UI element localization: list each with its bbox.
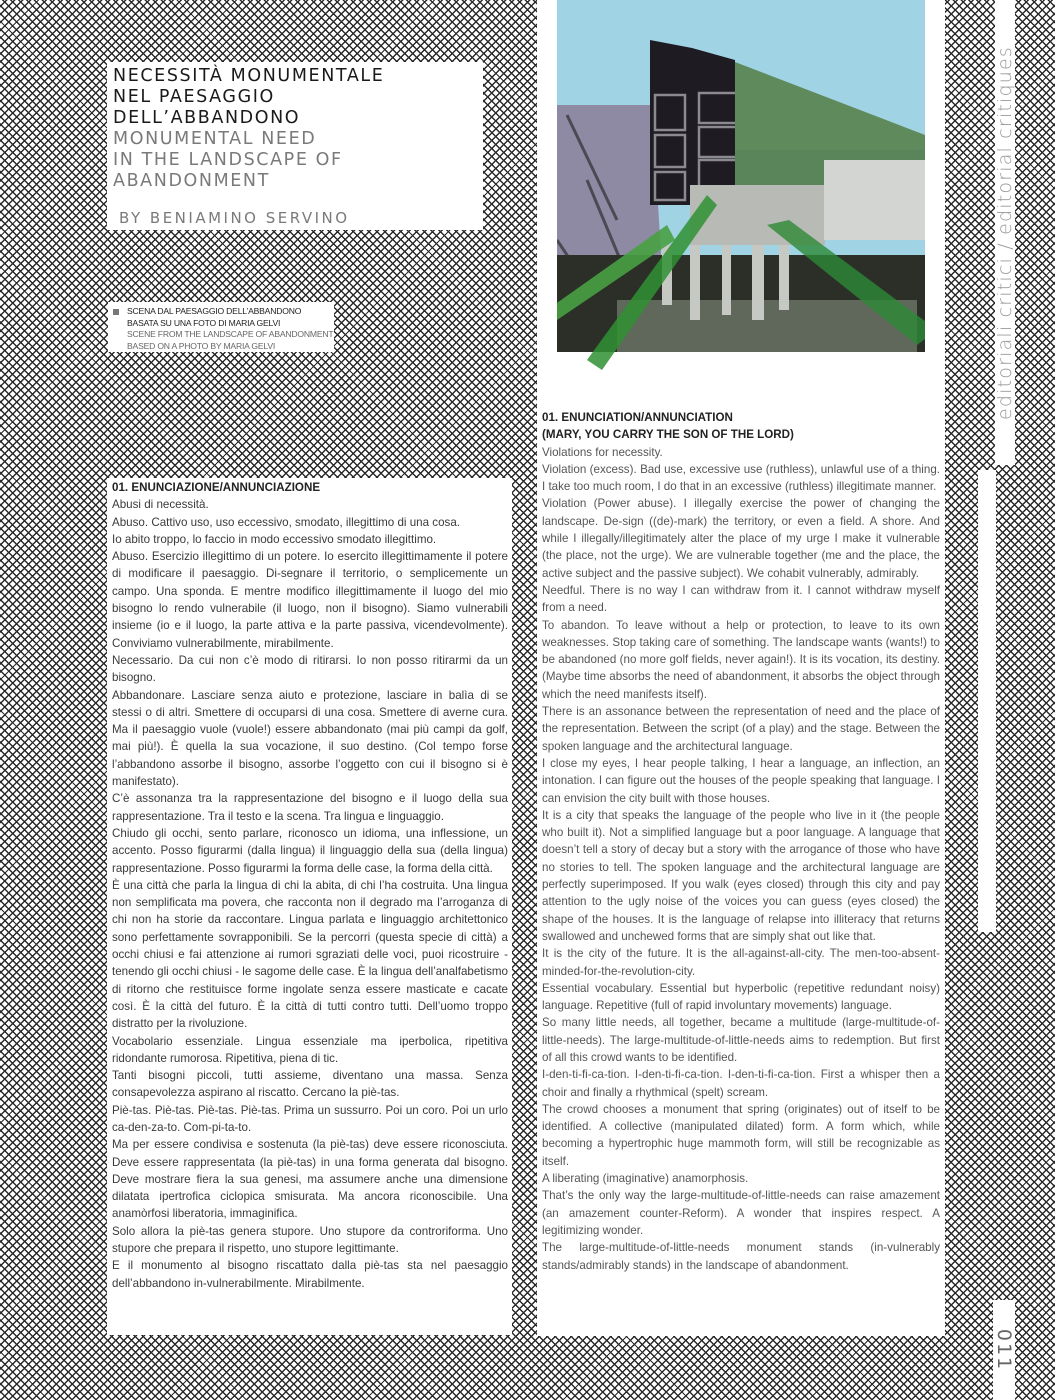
english-paragraph: The large-multitude-of-little-needs monument stands (in-vulnerably stands/admirably stands) in the landscape of abandonment. — [542, 1241, 940, 1272]
italian-paragraph: E il monumento al bisogno riscattato dalla piè-tas sta nel paesaggio dell’abbandono in-vulnerabilmente. Mirabilmente. — [112, 1259, 508, 1290]
italian-paragraph: Abuso. Esercizio illegittimo di un potere. Io esercito illegittimamente il potere di modificare il paesaggio. Di-segnare il territorio, o semplicemente un campo. Una sponda. E mentre modifico illegittimamente il luogo del mio bisogno lo rendo vulnerabile (il luogo, non il bisogno). Siamo vulnerabili insieme (io e il luogo, la parte attiva e la parte passiva, vicendevolmente). Conviviamo vulnerabilmente, mirabilmente. — [112, 550, 508, 650]
english-paragraph: So many little needs, all together, became a multitude (large-multitude-of-little-needs). The large-multitude-of-little-needs aims to redemption. But first of all this crowd wants to be identified. — [542, 1016, 940, 1064]
italian-paragraph: Io abito troppo, lo faccio in modo eccessivo smodato illegittimo. — [112, 532, 437, 546]
byline: BY BENIAMINO SERVINO — [119, 209, 350, 227]
italian-body — [112, 479, 508, 1292]
english-paragraph: Violations for necessity. — [542, 445, 663, 459]
english-paragraph: That’s the only way the large-multitude-of-little-needs can raise amazement (an amazement counter-Reform). A wonder that inspires respect. A legitimizing wonder. — [542, 1189, 940, 1237]
italian-paragraph: Chiudo gli occhi, sento parlare, riconosco un idioma, una inflessione, un accento. Posso figurarmi (dalla lingua) il linguaggio della sua (della lingua) rappresentazione. Posso figurarmi la forma delle case, la forma della città. — [112, 826, 508, 875]
english-paragraph: The crowd chooses a monument that spring (originates) out of itself to be identified. A collective (manipulated dilated) form. A form which, while becoming a hypertrophic huge mammoth form, will still be recognizable as itself. — [542, 1102, 940, 1168]
italian-paragraph: È una città che parla la lingua di chi la abita, di chi l’ha costruita. Una lingua non semplificata ma povera, che racconta non il degrado ma l’arroganza di chi non ha storie da raccontare. Lingua parlata e linguaggio architettonico sono perfettamente sovrapponibili. Se la percorri (questa specie di città) a occhi chiusi e fai attenzione ai rumori sgraziati delle voci, puoi ricostruire - tenendo gli occhi chiusi - le sagome delle case. È la lingua dell’analfabetismo di ritorno che restituisce forme ingolate senza essere masticate e cacate così. È la città del futuro. È la città di tutti contro tutti. Dell’uomo troppo distratto per la rivoluzione. — [112, 878, 508, 1031]
english-paragraph: I-den-ti-fi-ca-tion. I-den-ti-fi-ca-tion. I-den-ti-fi-ca-tion. First a whisper then a choir and finally a rhythmical (spelt) scream. — [542, 1068, 940, 1099]
title-italian-2: NEL PAESAGGIO — [113, 87, 275, 107]
italian-paragraph: Vocabolario essenziale. Lingua essenziale ma iperbolica, ripetitiva ridondante rumorosa. Ripetitiva, piena di tic. — [112, 1034, 508, 1065]
title-italian-3: DELL’ABBANDONO — [113, 108, 301, 128]
english-paragraph: A liberating (imaginative) anamorphosis. — [542, 1172, 749, 1186]
italian-paragraph: Abbandonare. Lasciare senza aiuto e protezione, lasciare in balìa di se stessi o di altri. Smettere di occuparsi di una cosa. Smettere di averne cura. Ma il paesaggio vuole (vuole!) essere abbandonato (mai più campi da golf, mai più!). È quella la sua vocazione, il suo destino. (Col tempo forse l’abbandono assorbe il bisogno, assorbe l’oggetto con cui il bisogno si è manifestato). — [112, 688, 508, 789]
caption-english-2: BASED ON A PHOTO BY MARIA GELVI — [127, 340, 276, 351]
english-paragraph: I close my eyes, I hear people talking, I hear a language, an inflection, an intonation. I can figure out the houses of the people speaking that language. I can envision the city built with those houses. — [542, 756, 940, 805]
caption-english-1: SCENE FROM THE LANDSCAPE OF ABANDONMENT — [127, 329, 334, 339]
italian-paragraph: Piè-tas. Piè-tas. Piè-tas. Piè-tas. Prima un sussurro. Poi un coro. Poi un urlo ca-den-za-to. Com-pi-ta-to. — [112, 1103, 508, 1134]
collage-photo — [557, 0, 925, 370]
italian-paragraph: Solo allora la piè-tas genera stupore. Uno stupore da controriforma. Uno stupore che prepara il rispetto, uno stupore legittimante. — [112, 1224, 508, 1256]
italian-paragraph: Tanti bisogni piccoli, tutti assieme, diventano una massa. Senza consapevolezza aspirano al riscatto. Cercano la piè-tas. — [112, 1069, 508, 1100]
english-paragraph: Violation (excess). Bad use, excessive use (ruthless), unlawful use of a thing. I take too much room, I do that in an excessive (ruthless) illegitimate manner. — [542, 462, 940, 494]
italian-paragraph: Ma per essere condivisa e sostenuta (la piè-tas) deve essere riconosciuta. Deve essere rappresentata (la piè-tas) in una forma generata dal bisogno. Deve mostrare fiera la sua genesi, ma assumere anche una dimensione dilatata ipertrofica ciclopica smisurata. Ma ancora riconoscibile. Una anamòrfosi liberatoria, immaginifica. — [112, 1138, 508, 1221]
english-paragraph: Essential vocabulary. Essential but hyperbolic (repetitive redundant noisy) language. Repetitive (full of rapid involuntary movements) language. — [542, 981, 940, 1013]
title-english-1: MONUMENTAL NEED — [113, 129, 317, 149]
section-label-strip — [995, 0, 1015, 465]
english-paragraph: Needful. There is no way I can withdraw from it. I cannot withdraw myself from a need. — [542, 583, 940, 615]
italian-paragraph: Abusi di necessità. — [112, 498, 209, 512]
title-english-3: ABANDONMENT — [113, 171, 270, 191]
english-paragraph: Violation (Power abuse). I illegally exercise the power of changing the landscape. De-sign ((de)-mark) the territory, or even a field. A shore. And while I illegally/illegitimately alter the place of my urge I make it vulnerable (the place, not the urge). We are vulnerable together (me and the place, the active subject and the passive subject). We cohabit vulnerably, admirably. — [542, 497, 940, 580]
page-number-strip — [993, 1300, 1015, 1400]
section-label: editoriali critici / editorial critiques — [994, 45, 1016, 420]
italian-paragraph: Abuso. Cattivo uso, uso eccessivo, smodato, illegittimo di una cosa. — [112, 515, 460, 529]
english-body — [542, 409, 940, 1274]
title-box — [107, 62, 483, 230]
title-italian-1: NECESSITÀ MONUMENTALE — [113, 66, 385, 86]
english-paragraph: There is an assonance between the representation of need and the place of the representation. Between the script (of a play) and the stage. Between the spoken language and the architectural language. — [542, 705, 940, 753]
english-paragraph: It is a city that speaks the language of the people who live in it (the people who built it). Not a simplified language but a poor language. A language that doesn’t tell a story of decay but a story with the arrogance of those who have no stories to tell. The spoken language and the architectural language are perfectly superimposed. If you walk (eyes closed) through this city and pay attention to the ugly noise of the voices you can guess (eyes closed) the shape of the houses. It is the language of relapse into illiteracy that returns swallowed and unchewed forms that are simply shat out like that. — [542, 808, 940, 943]
caption-italian-2: BASATA SU UNA FOTO DI MARIA GELVI — [127, 317, 281, 328]
caption-italian-1: SCENA DAL PAESAGGIO DELL’ABBANDONO — [127, 306, 302, 316]
english-text-column — [537, 0, 945, 1336]
english-paragraph: To abandon. To leave without a help or protection, to leave to its own weaknesses. Stop taking care of something. The landscape wants (wants!) to be abandoned (no more golf fields, never again!). It is its vocation, its destiny. (Maybe time absorbs the need of abandonment, it absorbs the object through which the need manifests itself). — [542, 618, 940, 701]
image-caption — [108, 302, 334, 352]
italian-heading: 01. ENUNCIAZIONE/ANNUNCIAZIONE — [112, 481, 321, 494]
english-paragraph: It is the city of the future. It is the all-against-all-city. The men-too-absent-minded-for-the-revolution-city. — [542, 947, 940, 978]
italian-text-column — [107, 478, 512, 1335]
italian-paragraph: C’è assonanza tra la rappresentazione del bisogno e il luogo della sua rappresentazione. Tra il testo e la scena. Tra lingua e linguaggio. — [112, 792, 508, 823]
margin-strip — [978, 470, 996, 932]
english-subheading: (MARY, YOU CARRY THE SON OF THE LORD) — [542, 428, 794, 442]
english-heading: 01. ENUNCIATION/ANNUNCIATION — [542, 411, 733, 424]
page-number: 011 — [993, 1328, 1015, 1372]
title-english-2: IN THE LANDSCAPE OF — [113, 150, 343, 170]
bullet-square-icon — [113, 309, 119, 315]
italian-paragraph: Necessario. Da cui non c’è modo di ritirarsi. Io non posso ritirarmi da un bisogno. — [112, 653, 508, 685]
